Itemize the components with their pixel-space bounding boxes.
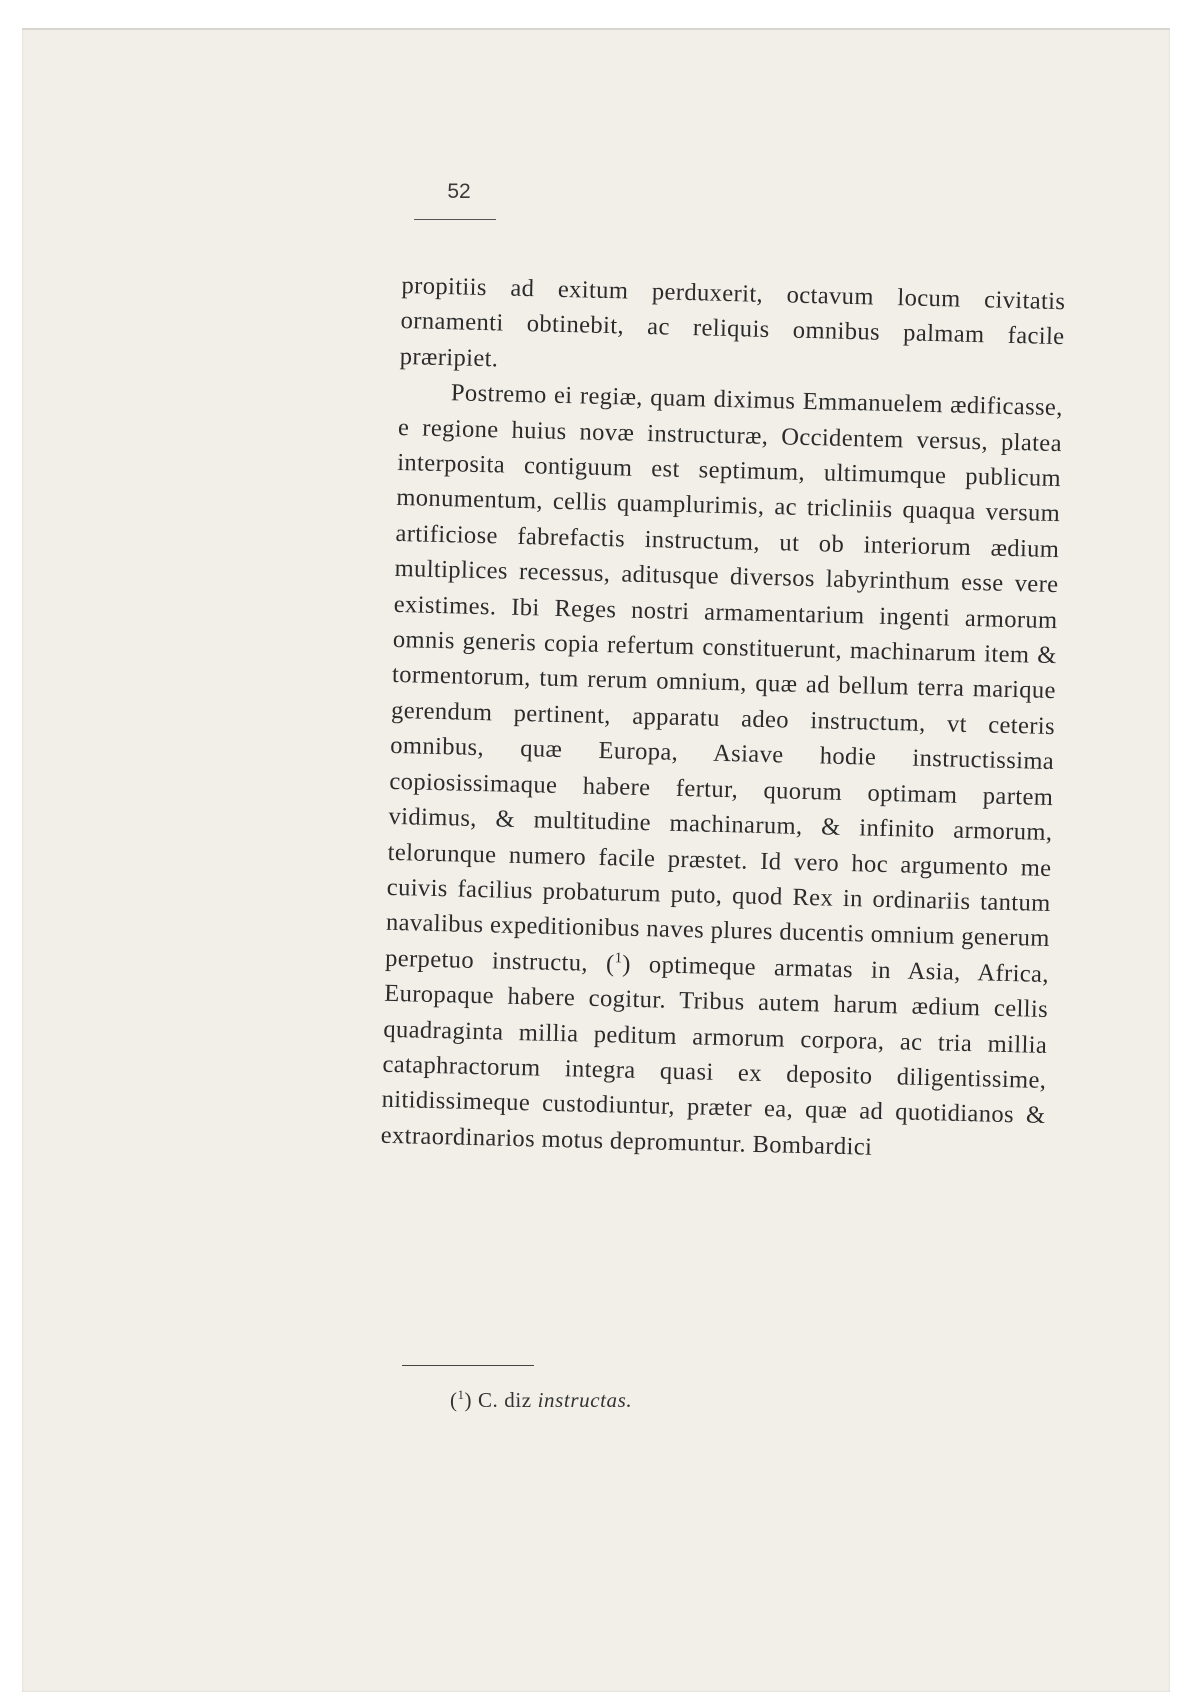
footnote-italic-word: instructas. <box>537 1388 633 1412</box>
paragraph-1: propitiis ad exitum perduxerit, octavum locum civitatis ornamenti obtinebit, ac reliquis omnibus palmam facile præripiet. <box>399 271 1066 373</box>
page-number: 52 <box>447 180 471 203</box>
footnote: ($^1$) C. diz instructas. <box>450 1388 633 1412</box>
paragraph-2-main: Postremo ei regiæ, quam diximus Emmanuelem ædificasse, e regione huius novæ instructuræ, Occidentem versus, platea interposita contiguum est septimum, ultimumque publicum monumentum, cellis quamplurimis, ac tricliniis quaqua versum artificiose fabrefactis instructum, ut ob interiorum ædium multiplices recessus, aditusque diversos labyrinthum esse vere existimes. Ibi Reges nostri armamentarium ingenti armorum omnis generis copia refertum constituerunt, machinarum item & tormentorum, tum rerum omnium, quæ ad bellum terra marique gerendum pertinent, apparatu adeo instructum, vt ceteris omnibus, quæ Europa, Asiave hodie instructissima copiosissimaque habere fertur, quorum optimam partem vidimus, & multitudine machinarum, & infinito armorum, telorunque numero facile præstet. Id vero hoc argumento me cuivis facilius probaturum puto, quod Rex in ordinariis tantum navalibus expeditionibus naves plures ducentis omnium generum perpetuo instructu, <box>384 379 1064 977</box>
body-text <box>380 268 1065 1169</box>
footnote-reference: 1 <box>614 949 623 967</box>
paragraph-2-tail: optimeque armatas in Asia, Africa, Europaque habere cogitur. Tribus autem harum ædium cellis quadraginta millia peditum armorum corpora, ac tria millia cataphractorum integra quasi ex deposito diligentissime, nitidissimeque custodiuntur, præter ea, quæ ad quotidianos & extraordinarios motus depromuntur. Bombardici <box>380 950 1050 1161</box>
page-top-edge <box>22 28 1170 30</box>
footnote-text: C. diz <box>477 1388 532 1412</box>
footnote-marker: 1 <box>457 1388 465 1402</box>
page-number-rule <box>414 219 496 220</box>
footnote-rule <box>402 1365 534 1366</box>
paragraph-2: Postremo ei regiæ, quam diximus Emmanuelem ædificasse, e regione huius novæ instructuræ, Occidentem versus, platea interposita contiguum est septimum, ultimumque publicum monumentum, cellis quamplurimis, ac tricliniis quaqua versum artificiose fabrefactis instructum, ut ob interiorum ædium multiplices recessus, aditusque diversos labyrinthum esse vere existimes. Ibi Reges nostri armamentarium ingenti armorum omnis generis copia refertum constituerunt, machinarum item & tormentorum, tum rerum omnium, quæ ad bellum terra marique gerendum pertinent, apparatu adeo instructum, vt ceteris omnibus, quæ Europa, Asiave hodie instructissima copiosissimaque habere fertur, quorum optimam partem vidimus, & multitudine machinarum, & infinito armorum, telorunque numero facile præstet. Id vero hoc argumento me cuivis facilius probaturum puto, quod Rex in ordinariis tantum navalibus expeditionibus naves plures ducentis omnium generum perpetuo instructu, ($^1$) optimeque armatas in Asia, Africa, Europaque habere cogitur. Tribus autem harum ædium cellis quadraginta millia peditum armorum corpora, ac tria millia cataphractorum integra quasi ex deposito diligentissime, nitidissimeque custodiuntur, præter ea, quæ ad quotidianos & extraordinarios motus depromuntur. Bombardici <box>380 379 1064 1161</box>
